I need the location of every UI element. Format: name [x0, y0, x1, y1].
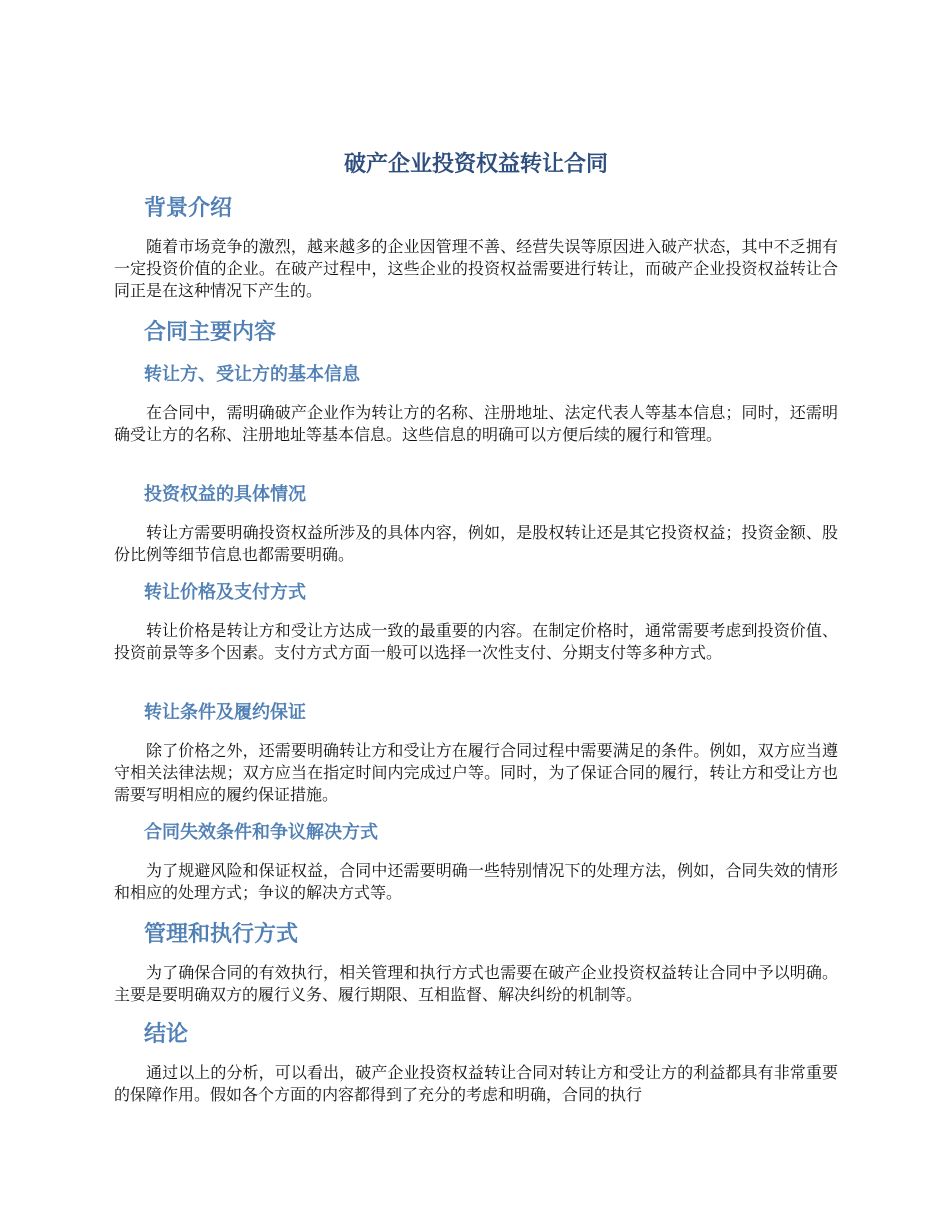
subsection-heading-parties: 转让方、受让方的基本信息	[144, 364, 360, 385]
subsection-paragraph-price: 转让价格是转让方和受让方达成一致的最重要的内容。在制定价格时，通常需要考虑到投资价值、投资前景等多个因素。支付方式方面一般可以选择一次性支付、分期支付等多种方式。	[114, 621, 838, 662]
subsection-heading-termination: 合同失效条件和争议解决方式	[144, 822, 378, 843]
subsection-heading-conditions: 转让条件及履约保证	[144, 702, 306, 723]
document-title: 破产企业投资权益转让合同	[343, 152, 608, 177]
subsection-heading-price: 转让价格及支付方式	[144, 582, 306, 603]
subsection-heading-investment: 投资权益的具体情况	[144, 484, 306, 505]
subsection-paragraph-conditions: 除了价格之外，还需要明确转让方和受让方在履行合同过程中需要满足的条件。例如，双方应当遵守相关法律法规；双方应当在指定时间内完成过户等。同时，为了保证合同的履行，转让方和受让方也需要写明相应的履约保证措施。	[114, 741, 838, 804]
section-heading-management: 管理和执行方式	[144, 922, 299, 947]
section-heading-conclusion: 结论	[144, 1022, 189, 1047]
section-heading-background: 背景介绍	[144, 196, 233, 221]
section-paragraph-conclusion: 通过以上的分析，可以看出，破产企业投资权益转让合同对转让方和受让方的利益都具有非常重要的保障作用。假如各个方面的内容都得到了充分的考虑和明确，合同的执行	[114, 1063, 838, 1104]
subsection-paragraph-parties: 在合同中，需明确破产企业作为转让方的名称、注册地址、法定代表人等基本信息；同时，还需明确受让方的名称、注册地址等基本信息。这些信息的明确可以方便后续的履行和管理。	[114, 403, 838, 444]
subsection-paragraph-investment: 转让方需要明确投资权益所涉及的具体内容，例如，是股权转让还是其它投资权益；投资金额、股份比例等细节信息也都需要明确。	[114, 523, 838, 564]
section-heading-main-content: 合同主要内容	[144, 320, 277, 345]
section-paragraph-background: 随着市场竞争的激烈，越来越多的企业因管理不善、经营失误等原因进入破产状态，其中不乏拥有一定投资价值的企业。在破产过程中，这些企业的投资权益需要进行转让，而破产企业投资权益转让合同正是在这种情况下产生的。	[114, 237, 838, 300]
section-paragraph-management: 为了确保合同的有效执行，相关管理和执行方式也需要在破产企业投资权益转让合同中予以明确。主要是要明确双方的履行义务、履行期限、互相监督、解决纠纷的机制等。	[114, 963, 838, 1004]
subsection-paragraph-termination: 为了规避风险和保证权益，合同中还需要明确一些特别情况下的处理方法，例如，合同失效的情形和相应的处理方式；争议的解决方式等。	[114, 861, 838, 902]
